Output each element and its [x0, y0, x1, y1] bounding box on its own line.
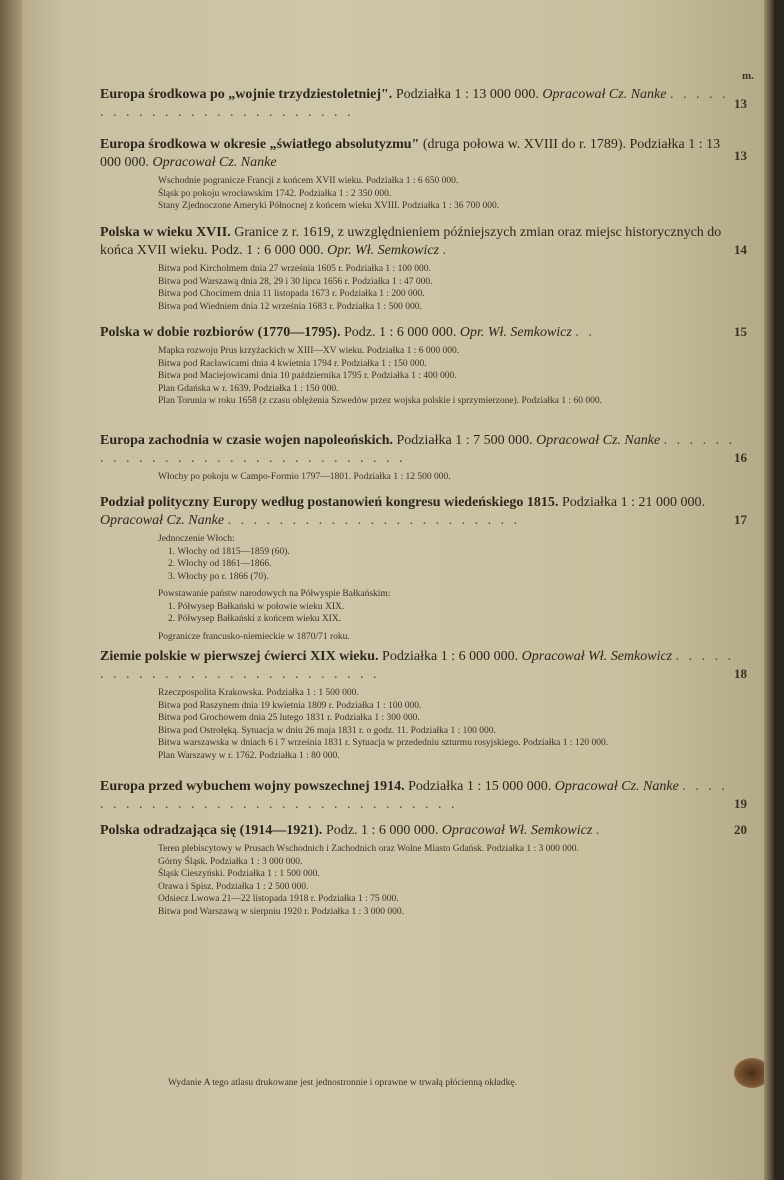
- page-column-header: m.: [742, 70, 754, 82]
- map-inset-item: Odsiecz Lwowa 21—22 listopada 1918 r. Podziałka 1 : 75 000.: [158, 894, 399, 904]
- entry-page-number: 20: [734, 822, 747, 837]
- entry-author: Opracował Wł. Semkowicz: [441, 823, 593, 838]
- map-inset-item: Bitwa pod Kircholmem dnia 27 września 1605 r. Podziałka 1 : 100 000.: [158, 264, 431, 274]
- leader-dots: . .: [575, 325, 595, 340]
- map-inset-item: Bitwa pod Warszawą w sierpniu 1920 r. Podziałka 1 : 3 000 000.: [158, 906, 405, 917]
- entry-title: Europa przed wybuchem wojny powszechnej 1914.: [100, 779, 405, 794]
- map-inset-item: Bitwa pod Grochowem dnia 25 lutego 1831 r. Podziałka 1 : 300 000.: [158, 713, 420, 723]
- entry-title: Europa zachodnia w czasie wojen napoleońskich.: [100, 433, 393, 448]
- leader-dots: .: [442, 243, 450, 258]
- entry-title: Ziemie polskie w pierwszej ćwierci XIX wieku.: [100, 649, 379, 664]
- map-inset-item: Pogranicze francusko-niemieckie w 1870/71 roku.: [158, 631, 350, 642]
- map-inset-item: Stany Zjednoczone Ameryki Północnej z końcem wieku XVIII. Podziałka 1 : 36 700 000.: [158, 201, 500, 211]
- entry-title: Polska odradzająca się (1914—1921).: [100, 823, 323, 838]
- contents-entry: [100, 432, 747, 484]
- map-inset-item: 1. Półwysep Bałkański w połowie wieku XIX.: [168, 601, 345, 612]
- leader-dots: .: [595, 823, 603, 838]
- entry-scale: Granice z r. 1619, z uwzględnieniem późniejszych zmian oraz miejsc historycznych do końca XVII wieku. Podz. 1 : 6 000 000.: [100, 225, 722, 258]
- map-inset-item: Jednoczenie Włoch:: [158, 534, 235, 544]
- map-inset-item: Bitwa pod Chocimem dnia 11 listopada 1673 r. Podziałka 1 : 200 000.: [158, 289, 425, 299]
- contents-entry: [100, 136, 747, 213]
- entry-page-number: 13: [734, 148, 747, 163]
- map-inset-item: 2. Półwysep Bałkański z końcem wieku XIX.: [168, 614, 342, 624]
- entry-author: Opracował Cz. Nanke: [100, 513, 225, 528]
- entry-page-number: 15: [734, 324, 747, 339]
- entry-page-number: 14: [734, 242, 747, 257]
- entry-scale: Podziałka 1 : 7 500 000.: [393, 433, 537, 448]
- book-spine-edge: [0, 0, 22, 1180]
- entry-page-number: 18: [734, 666, 747, 681]
- entry-title: Podział polityczny Europy według postanowień kongresu wiedeńskiego 1815.: [100, 495, 559, 510]
- leader-dots: . . . . . . . . . . . . . . . . . . . . . . . . . . . . . .: [100, 433, 736, 466]
- leader-dots: . . . . . . . . . . . . . . . . . . . . . . . . . . . . . . . .: [100, 779, 728, 812]
- contents-entry: [100, 494, 747, 643]
- entry-author: Opracował Cz. Nanke: [536, 433, 661, 448]
- entry-author: Opracował Cz. Nanke: [554, 779, 679, 794]
- map-inset-item: 3. Włochy po r. 1866 (70).: [168, 571, 269, 582]
- entry-author: Opracował Cz. Nanke: [542, 87, 667, 102]
- entry-author: Opracował Wł. Semkowicz: [521, 649, 673, 664]
- map-inset-item: Plan Warszawy w r. 1762. Podziałka 1 : 80 000.: [158, 750, 340, 761]
- map-inset-item: Śląsk po pokoju wrocławskim 1742. Podziałka 1 : 2 350 000.: [158, 188, 392, 199]
- map-inset-item: Bitwa pod Wiedniem dnia 12 września 1683 r. Podziałka 1 : 500 000.: [158, 301, 422, 312]
- contents-entry: [100, 778, 747, 814]
- entry-author: Opr. Wł. Semkowicz: [459, 325, 572, 340]
- leader-dots: . . . . . . . . . . . . . . . . . . . . . . .: [227, 513, 521, 528]
- map-inset-item: Górny Śląsk. Podziałka 1 : 3 000 000.: [158, 856, 303, 867]
- entry-scale: (druga połowa w. XVIII do r. 1789). Podziałka 1 : 13 000 000.: [100, 137, 721, 170]
- map-inset-item: 2. Włochy od 1861—1866.: [168, 559, 272, 569]
- contents-entry: [100, 822, 747, 918]
- page-right-edge: [764, 0, 774, 1180]
- entry-scale: Podziałka 1 : 15 000 000.: [404, 779, 555, 794]
- map-inset-item: Bitwa warszawska w dniach 6 i 7 września 1831 r. Sytuacja w przededniu szturmu rosyjskiego. Podziałka 1 : 120 000.: [158, 738, 609, 748]
- leader-dots: . . . . . . . . . . . . . . . . . . . . . . . . . . .: [100, 649, 735, 682]
- map-inset-item: Bitwa pod Raszynem dnia 19 kwietnia 1809 r. Podziałka 1 : 100 000.: [158, 700, 422, 711]
- map-inset-item: Bitwa pod Racławicami dnia 4 kwietnia 1794 r. Podziałka 1 : 150 000.: [158, 358, 427, 369]
- contents-entry: [100, 224, 747, 313]
- map-inset-item: Bitwa pod Maciejowicami dnia 10 października 1795 r. Podziałka 1 : 400 000.: [158, 371, 457, 381]
- entry-title: Europa środkowa po „wojnie trzydziestoletniej".: [100, 87, 393, 102]
- map-inset-item: Plan Torunia w roku 1658 (z czasu oblężenia Szwedów przez wojska polskie i sprzymierzone). Podziałka 1 : 60 000.: [158, 396, 602, 406]
- map-inset-item: Śląsk Cieszyński. Podziałka 1 : 1 500 000.: [158, 869, 320, 879]
- contents-entry: [100, 324, 747, 408]
- entry-title: Europa środkowa w okresie „światłego absolutyzmu": [100, 137, 420, 152]
- edition-note: Wydanie A tego atlasu drukowane jest jednostronnie i oprawne w trwałą płócienną okładkę.: [168, 1078, 517, 1088]
- map-inset-item: Rzeczpospolita Krakowska. Podziałka 1 : 1 500 000.: [158, 688, 359, 698]
- entry-author: Opracował Cz. Nanke: [152, 155, 277, 170]
- map-inset-item: 1. Włochy od 1815—1859 (60).: [168, 546, 290, 557]
- map-inset-item: Powstawanie państw narodowych na Półwyspie Bałkańskim:: [158, 589, 391, 599]
- entry-scale: Podziałka 1 : 13 000 000.: [392, 87, 543, 102]
- entry-author: Opr. Wł. Semkowicz: [327, 243, 440, 258]
- map-inset-item: Orawa i Spisz. Podziałka 1 : 2 500 000.: [158, 881, 309, 892]
- contents-entry: [100, 648, 747, 762]
- entry-scale: Podziałka 1 : 21 000 000.: [558, 495, 706, 510]
- entry-page-number: 16: [734, 450, 747, 465]
- contents-entry: [100, 86, 747, 122]
- map-inset-item: Bitwa pod Warszawą dnia 28, 29 i 30 lipca 1656 r. Podziałka 1 : 47 000.: [158, 276, 433, 287]
- map-inset-item: Plan Gdańska w r. 1639. Podziałka 1 : 150 000.: [158, 383, 339, 394]
- entry-title: Polska w dobie rozbiorów (1770—1795).: [100, 325, 341, 340]
- leader-dots: . . . . . . . . . . . . . . . . . . . . . . . . .: [100, 87, 729, 120]
- entry-scale: Podz. 1 : 6 000 000.: [322, 823, 442, 838]
- entry-page-number: 19: [734, 796, 747, 811]
- map-inset-item: Wschodnie pogranicze Francji z końcem XVII wieku. Podziałka 1 : 6 650 000.: [158, 176, 459, 186]
- atlas-contents-page: [22, 0, 774, 1180]
- entry-scale: Podziałka 1 : 6 000 000.: [378, 649, 522, 664]
- entry-scale: Podz. 1 : 6 000 000.: [340, 325, 460, 340]
- map-inset-item: Teren plebiscytowy w Prusach Wschodnich i Zachodnich oraz Wolne Miasto Gdańsk. Podziałka 1 : 3 000 000.: [158, 844, 579, 854]
- map-inset-item: Bitwa pod Ostrołęką. Sytuacja w dniu 26 maja 1831 r. o godz. 11. Podziałka 1 : 100 000.: [158, 725, 496, 736]
- map-inset-item: Mapka rozwoju Prus krzyżackich w XIII—XV wieku. Podziałka 1 : 6 000 000.: [158, 346, 460, 356]
- map-inset-item: Włochy po pokoju w Campo-Formio 1797—1801. Podziałka 1 : 12 500 000.: [158, 472, 451, 482]
- entry-title: Polska w wieku XVII.: [100, 225, 231, 240]
- entry-page-number: 17: [734, 512, 747, 527]
- entry-page-number: 13: [734, 96, 747, 111]
